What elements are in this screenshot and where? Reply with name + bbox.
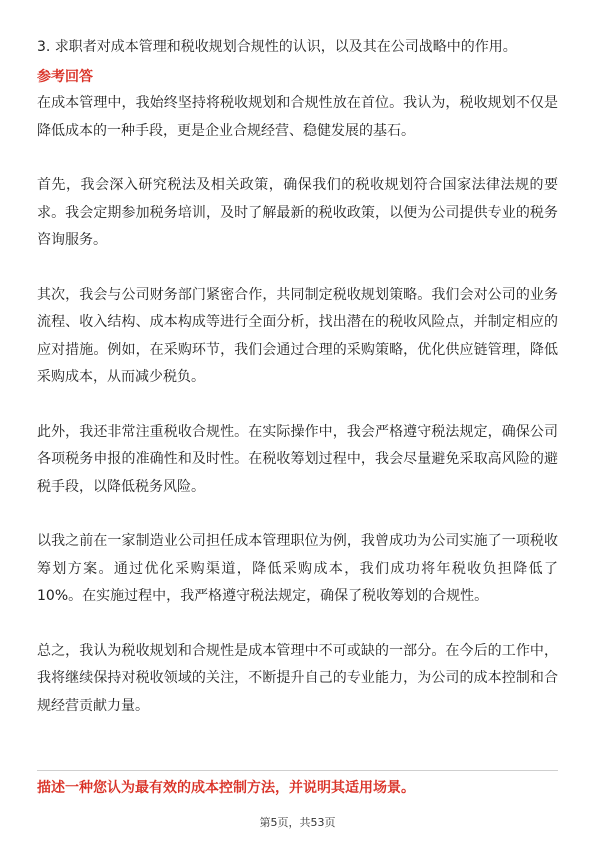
answer-section	[37, 34, 558, 720]
answer-paragraph-3: 其次，我会与公司财务部门紧密合作，共同制定税收规划策略。我们会对公司的业务流程、收入结构、成本构成等进行全面分析，找出潜在的税收风险点，并制定相应的应对措施。例如，在采购环节，我们会通过合理的采购策略，优化供应链管理，降低采购成本，从而减少税负。	[37, 286, 558, 385]
question-text: 3. 求职者对成本管理和税收规划合规性的认识，以及其在公司战略中的作用。	[37, 39, 517, 55]
next-question-text: 描述一种您认为最有效的成本控制方法，并说明其适用场景。	[37, 780, 415, 796]
answer-paragraph-6: 总之，我认为税收规划和合规性是成本管理中不可或缺的一部分。在今后的工作中，我将继续保持对税收领域的关注，不断提升自己的专业能力，为公司的成本控制和合规经营贡献力量。	[37, 642, 558, 714]
section-divider	[37, 770, 558, 771]
answer-paragraph-2: 首先，我会深入研究税法及相关政策，确保我们的税收规划符合国家法律法规的要求。我会定期参加税务培训，及时了解最新的税收政策，以便为公司提供专业的税务咨询服务。	[37, 177, 558, 248]
page-number-footer: 第5页，共53页	[259, 816, 336, 829]
answer-paragraph-5: 以我之前在一家制造业公司担任成本管理职位为例，我曾成功为公司实施了一项税收筹划方案。通过优化采购渠道，降低采购成本，我们成功将年税收负担降低了10%。在实施过程中，我严格遵守税法规定，确保了税收筹划的合规性。	[37, 533, 558, 604]
reference-answer-label: 参考回答	[37, 69, 93, 85]
answer-paragraph-4: 此外，我还非常注重税收合规性。在实际操作中，我会严格遵守税法规定，确保公司各项税务申报的准确性和及时性。在税收筹划过程中，我会尽量避免采取高风险的避税手段，以降低税务风险。	[37, 423, 558, 495]
answer-paragraph-1: 在成本管理中，我始终坚持将税收规划和合规性放在首位。我认为，税收规划不仅是降低成本的一种手段，更是企业合规经营、稳健发展的基石。	[37, 95, 558, 139]
